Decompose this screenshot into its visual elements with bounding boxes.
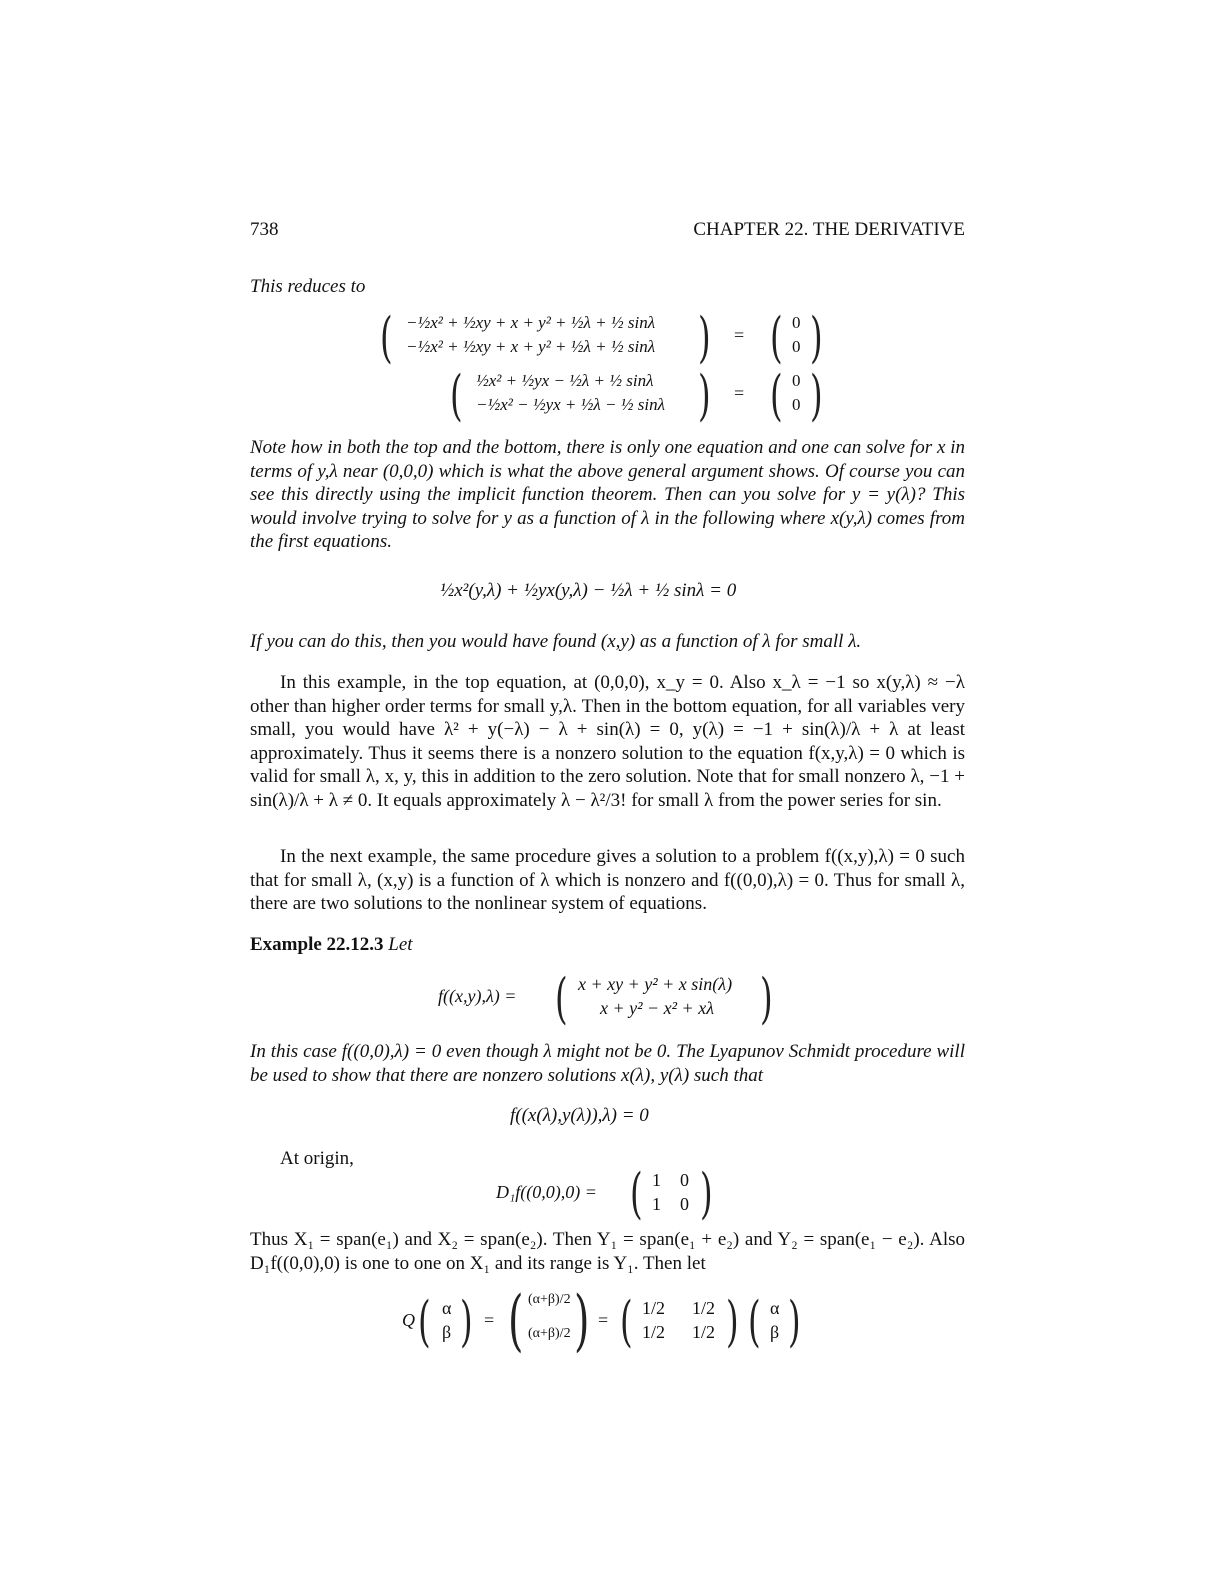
system2-equals: = bbox=[734, 383, 745, 403]
paragraph-next: In the next example, the same procedure gives a solution to a problem f((x,y),λ) = 0 such that for small λ, (x,y) is a function of λ which is nonzero and f((0,0),λ) = 0. Thus for small λ, there are two solutions to the nonlinear system of equations. bbox=[250, 846, 965, 915]
if-text: If you can do this, then you would have found (x,y) as a function of λ for small λ. bbox=[250, 631, 862, 652]
matrix-cell: 0 bbox=[680, 1194, 689, 1214]
example-let: Let bbox=[388, 934, 413, 955]
mid-entry: (α+β)/2 bbox=[528, 1326, 571, 1341]
rhs-zero: 0 bbox=[792, 395, 801, 414]
right-paren: ) bbox=[698, 306, 711, 369]
right-paren: ) bbox=[574, 1282, 590, 1359]
page-header bbox=[250, 219, 965, 245]
case-paragraph: In this case f((0,0),λ) = 0 even though λ might not be 0. The Lyapunov Schmidt procedure will be used to show that there are nonzero solutions x(λ), y(λ) such that bbox=[250, 1041, 965, 1086]
matrix-cell: 1/2 bbox=[692, 1298, 716, 1318]
f-row2: x + y² − x² + xλ bbox=[600, 998, 714, 1018]
intro-text: This reduces to bbox=[250, 276, 366, 297]
left-paren: ( bbox=[418, 1290, 431, 1353]
matrix-cell: 1/2 bbox=[692, 1322, 716, 1342]
left-paren: ( bbox=[380, 306, 393, 369]
note-paragraph: Note how in both the top and the bottom, there is only one equation and one can solve for x in terms of y,λ near (0,0,0) which is what the above general argument shows. Of course you can see this directly using the implicit function theorem. Then can you solve for y = y(λ)? This would involve trying to solve for y as a function of λ in the following where x(y,λ) comes from the first equations. bbox=[250, 437, 965, 553]
derivative-lhs: D₁f((0,0),0) = bbox=[496, 1182, 597, 1202]
right-paren: ) bbox=[788, 1290, 801, 1353]
system2-row1: ½x² + ½yx − ½λ + ½ sinλ bbox=[476, 371, 654, 390]
at-origin: At origin, bbox=[280, 1148, 354, 1169]
matrix-cell: 1 bbox=[652, 1194, 661, 1214]
vector-entry: α bbox=[770, 1298, 780, 1318]
vector-entry: β bbox=[770, 1322, 780, 1342]
system1-row1: −½x² + ½xy + x + y² + ½λ + ½ sinλ bbox=[406, 313, 656, 332]
thus-paragraph: Thus X₁ = span(e₁) and X₂ = span(e₂). Then Y₁ = span(e₁ + e₂) and Y₂ = span(e₁ − e₂). Also D₁f((0,0),0) is one to one on X₁ and its range is Y₁. Then let bbox=[250, 1229, 965, 1274]
left-paren: ( bbox=[555, 967, 568, 1030]
equation-f: f((x(λ),y(λ)),λ) = 0 bbox=[510, 1105, 649, 1126]
q-symbol: Q bbox=[402, 1310, 415, 1330]
f-row1: x + xy + y² + x sin(λ) bbox=[578, 974, 733, 994]
system1-equals: = bbox=[734, 325, 745, 345]
right-paren: ) bbox=[700, 1162, 713, 1225]
left-paren: ( bbox=[450, 364, 463, 427]
left-paren: ( bbox=[748, 1290, 761, 1353]
right-paren: ) bbox=[698, 364, 711, 427]
equals: = bbox=[484, 1310, 495, 1330]
f-lhs: f((x,y),λ) = bbox=[438, 986, 517, 1006]
left-paren: ( bbox=[620, 1290, 633, 1353]
rhs-zero: 0 bbox=[792, 371, 801, 390]
right-paren: ) bbox=[810, 364, 823, 427]
left-paren: ( bbox=[508, 1282, 524, 1359]
page-number: 738 bbox=[250, 219, 279, 240]
rhs-zero: 0 bbox=[792, 337, 801, 356]
system2-row2: −½x² − ½yx + ½λ − ½ sinλ bbox=[476, 395, 665, 414]
rhs-zero: 0 bbox=[792, 313, 801, 332]
chapter-title: CHAPTER 22. THE DERIVATIVE bbox=[693, 219, 965, 240]
matrix-cell: 1/2 bbox=[642, 1298, 666, 1318]
matrix-cell: 1/2 bbox=[642, 1322, 666, 1342]
right-paren: ) bbox=[460, 1290, 473, 1353]
matrix-cell: 0 bbox=[680, 1170, 689, 1190]
left-paren: ( bbox=[630, 1162, 643, 1225]
right-paren: ) bbox=[726, 1290, 739, 1353]
paragraph-example: In this example, in the top equation, at (0,0,0), x_y = 0. Also x_λ = −1 so x(y,λ) ≈ −λ other than higher order terms for small y,λ. Then in the bottom equation, for all variables very small, you would have λ² + y(−λ) − λ + sin(λ) = 0, y(λ) = −1 + sin(λ)/λ + λ at least approximately. Thus it seems there is a nonzero solution to the equation f(x,y,λ) = 0 which is valid for small λ, x, y, this in addition to the zero solution. Note that for small nonzero λ, −1 + sin(λ)/λ + λ ≠ 0. It equals approximately λ − λ²/3! for small λ from the power series for sin. bbox=[250, 672, 965, 811]
example-heading bbox=[250, 933, 965, 957]
right-paren: ) bbox=[760, 967, 773, 1030]
right-paren: ) bbox=[810, 306, 823, 369]
matrix-cell: 1 bbox=[652, 1170, 661, 1190]
vector-entry: β bbox=[442, 1322, 452, 1342]
vector-entry: α bbox=[442, 1298, 452, 1318]
left-paren: ( bbox=[770, 364, 783, 427]
equals: = bbox=[598, 1310, 609, 1330]
left-paren: ( bbox=[770, 306, 783, 369]
example-label: Example 22.12.3 bbox=[250, 934, 384, 955]
system1-row2: −½x² + ½xy + x + y² + ½λ + ½ sinλ bbox=[406, 337, 656, 356]
equation-solve: ½x²(y,λ) + ½yx(y,λ) − ½λ + ½ sinλ = 0 bbox=[440, 580, 737, 601]
mid-entry: (α+β)/2 bbox=[528, 1292, 571, 1307]
